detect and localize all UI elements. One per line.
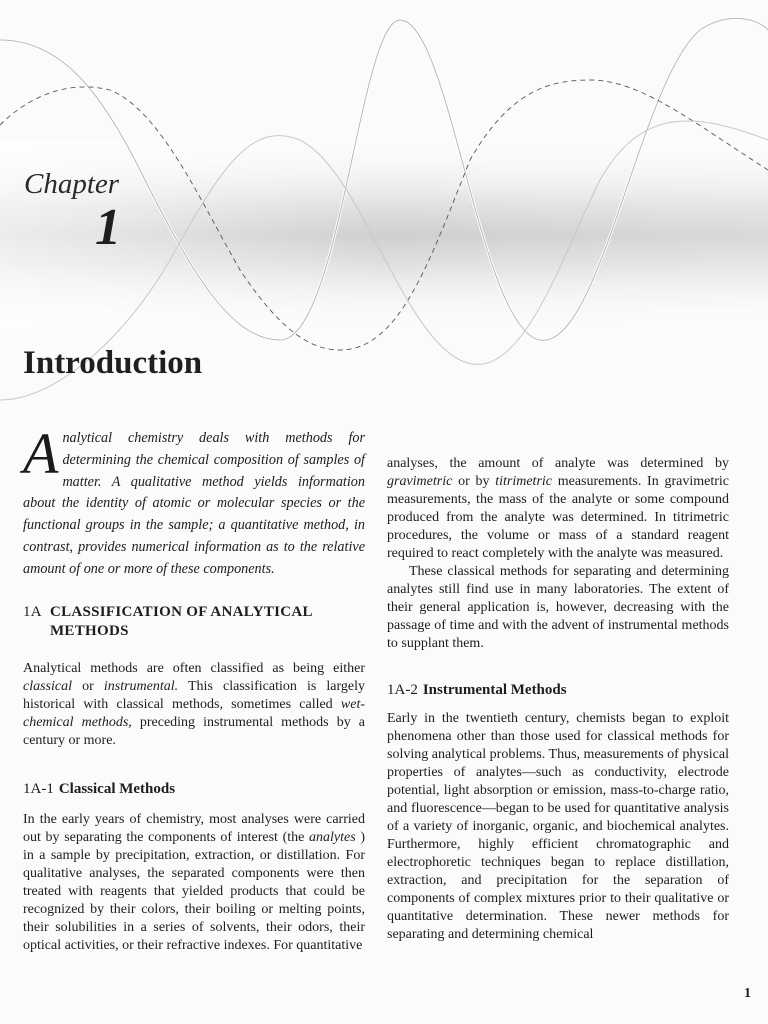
intro-paragraph xyxy=(23,421,365,581)
section-1A-2-paragraph: Early in the twentieth century, chemists began to exploit phenomena other than those used for classical methods for solving analytical problems. Thus, measurements of physical properties of analytes—such as conductivity, electrode potential, light absorption or emission, mass-to-charge ratio, and fluorescence—began to be used for quantitative analysis of a variety of inorganic, organic, and biochemical analytes. Furthermore, highly efficient chromatographic and electrophoretic techniques began to replace distillation, extraction, and precipitation for the separation of components of complex mixtures prior to their qualitative or quantitative determination. These newer methods for separating and determining chemical xyxy=(387,711,729,942)
section-heading-1A: 1A CLASSIFICATION OF ANALYTICAL METHODS xyxy=(23,603,313,639)
page-title: Introduction xyxy=(23,345,203,381)
section-1A-paragraph: Analytical methods are often classified as being either classical or instrumental. This classification is largely historical with classical methods, sometimes called wet-chemical methods, preceding instrumental methods by a century or more. xyxy=(23,660,366,748)
section-heading-1A-2: 1A-2 Instrumental Methods xyxy=(387,682,567,698)
chapter-label: Chapter xyxy=(24,168,120,200)
right-column xyxy=(387,455,729,944)
section-1A-1-paragraph-2: These classical methods for separating and determining analytes still find use in many laboratories. The extent of their general application is, however, decreasing with the passage of time and with the advent of instrumental methods to supplant them. xyxy=(387,564,729,651)
section-1A-1-paragraph: In the early years of chemistry, most analyses were carried out by separating the components of interest (the analytes ) in a sample by precipitation, extraction, or distillation. For qualitative analyses, the separated components were then treated with reagents that yielded products that could be recognized by their colors, their boiling or melting points, their solubilities in a series of solvents, their odors, their optical activities, or their refractive indexes. For quantitative xyxy=(23,811,365,953)
page-number: 1 xyxy=(744,986,751,1001)
left-column xyxy=(23,421,366,955)
section-1A-1-paragraph-continued: analyses, the amount of analyte was determined by gravimetric or by titrimetric measurements. In gravimetric measurements, the mass of the analyte or some compound produced from the analyte was determined. In titrimetric procedures, the volume or mass of a standard reagent required to react completely with the analyte was measured. xyxy=(387,456,729,561)
chapter-number: 1 xyxy=(95,199,121,256)
section-heading-1A-1: 1A-1 Classical Methods xyxy=(23,780,176,797)
intro-text: nalytical chemistry deals with methods for determining the chemical composition of samples of matter. A qualitative method yields information about the identity of atomic or molecular species or the functional groups in the sample; a quantitative method, in contrast, provides numerical information as to the relative amount of one or more of these components. xyxy=(23,430,365,577)
drop-cap: A xyxy=(23,421,59,486)
